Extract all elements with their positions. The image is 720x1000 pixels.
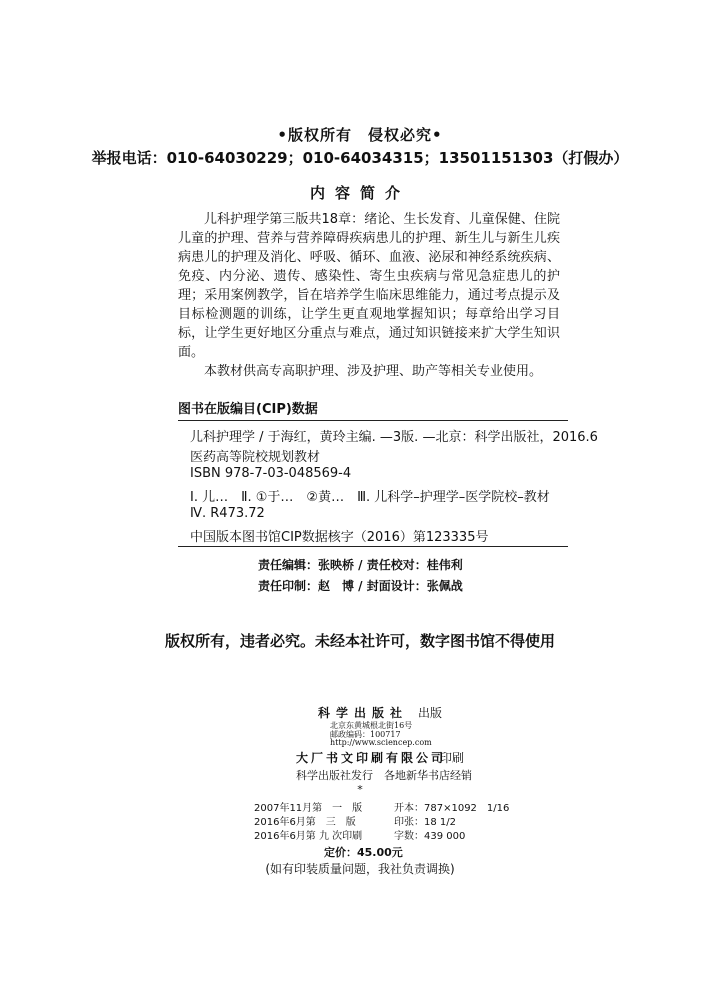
cip-line-classification: Ⅳ. R473.72 xyxy=(190,506,265,521)
printer-suffix: 印刷 xyxy=(440,751,465,765)
report-hotline: 举报电话：010-64030229；010-64034315；13501151303（打假办） xyxy=(91,149,629,167)
edition-spec: 开本：787×1092 1/16 xyxy=(394,803,510,814)
cip-line-title: 儿科护理学 / 于海红，黄玲主编. —3版. —北京：科学出版社，2016.6 xyxy=(190,430,598,445)
edition-spec: 字数：439 000 xyxy=(394,831,466,842)
cip-title: 图书在版编目(CIP)数据 xyxy=(178,402,318,417)
cip-line-isbn: ISBN 978-7-03-048569-4 xyxy=(190,466,352,481)
publisher-logo-text: 科学出版社 xyxy=(318,706,409,720)
printer-name: 大厂书文印刷有限公司 xyxy=(296,751,447,765)
editor-credits-1: 责任编辑：张映桥 / 责任校对：桂伟利 xyxy=(258,558,463,572)
cip-line-subjects: Ⅰ. 儿… Ⅱ. ①于… ②黄… Ⅲ. 儿科学–护理学–医学院校–教材 xyxy=(190,490,550,505)
cip-line-series: 医药高等院校规划教材 xyxy=(190,450,321,465)
summary-title: 内容简介 xyxy=(309,184,410,202)
publisher-postcode: 邮政编码：100717 xyxy=(330,730,401,739)
edition-row xyxy=(254,799,509,814)
publisher-suffix: 出版 xyxy=(418,706,443,720)
separator-star: * xyxy=(357,783,363,796)
cip-line-record-number: 中国版本图书馆CIP数据核字（2016）第123335号 xyxy=(190,530,489,545)
price: 定价：45.00元 xyxy=(324,846,403,859)
copyright-statement: •版权所有 侵权必究• xyxy=(277,126,443,144)
edition-date: 2007年11月第 一 版 xyxy=(254,803,363,814)
summary-paragraph-1: 儿科护理学第三版共18章：绪论、生长发育、儿童保健、住院儿童的护理、营养与营养障碍疾病患儿的护理、新生儿与新生儿疾病患儿的护理及消化、呼吸、循环、血液、泌尿和神经系统疾病、免疫、内分泌、遗传、感染性、寄生虫疾病与常见急症患儿的护理；采用案例教学，旨在培养学生临床思维能力，通过考点提示及目标检测题的训练，让学生更直观地掌握知识；每章给出学习目标，让学生更好地区分重点与难点，通过知识链接来扩大学生知识面。 xyxy=(178,212,560,360)
summary-body xyxy=(178,210,560,381)
exchange-note: (如有印装质量问题，我社负责调换) xyxy=(265,862,455,876)
publisher-address: 北京东黄城根北街16号 xyxy=(330,721,413,730)
summary-paragraph-2: 本教材供高专高职护理、涉及护理、助产等相关专业使用。 xyxy=(204,364,543,379)
edition-spec: 印张：18 1/2 xyxy=(394,817,456,828)
distribution-info: 科学出版社发行 各地新华书店经销 xyxy=(296,769,472,782)
cip-rule-bottom xyxy=(178,546,568,547)
edition-date: 2016年6月第 九 次印刷 xyxy=(254,831,363,842)
edition-row xyxy=(254,827,465,842)
publisher-website: http://www.sciencep.com xyxy=(330,738,432,747)
usage-notice: 版权所有，违者必究。未经本社许可，数字图书馆不得使用 xyxy=(164,632,555,650)
cip-rule-top xyxy=(178,420,568,421)
editor-credits-2: 责任印制：赵 博 / 封面设计：张佩战 xyxy=(258,579,463,593)
edition-row xyxy=(254,813,456,828)
edition-date: 2016年6月第 三 版 xyxy=(254,817,356,828)
